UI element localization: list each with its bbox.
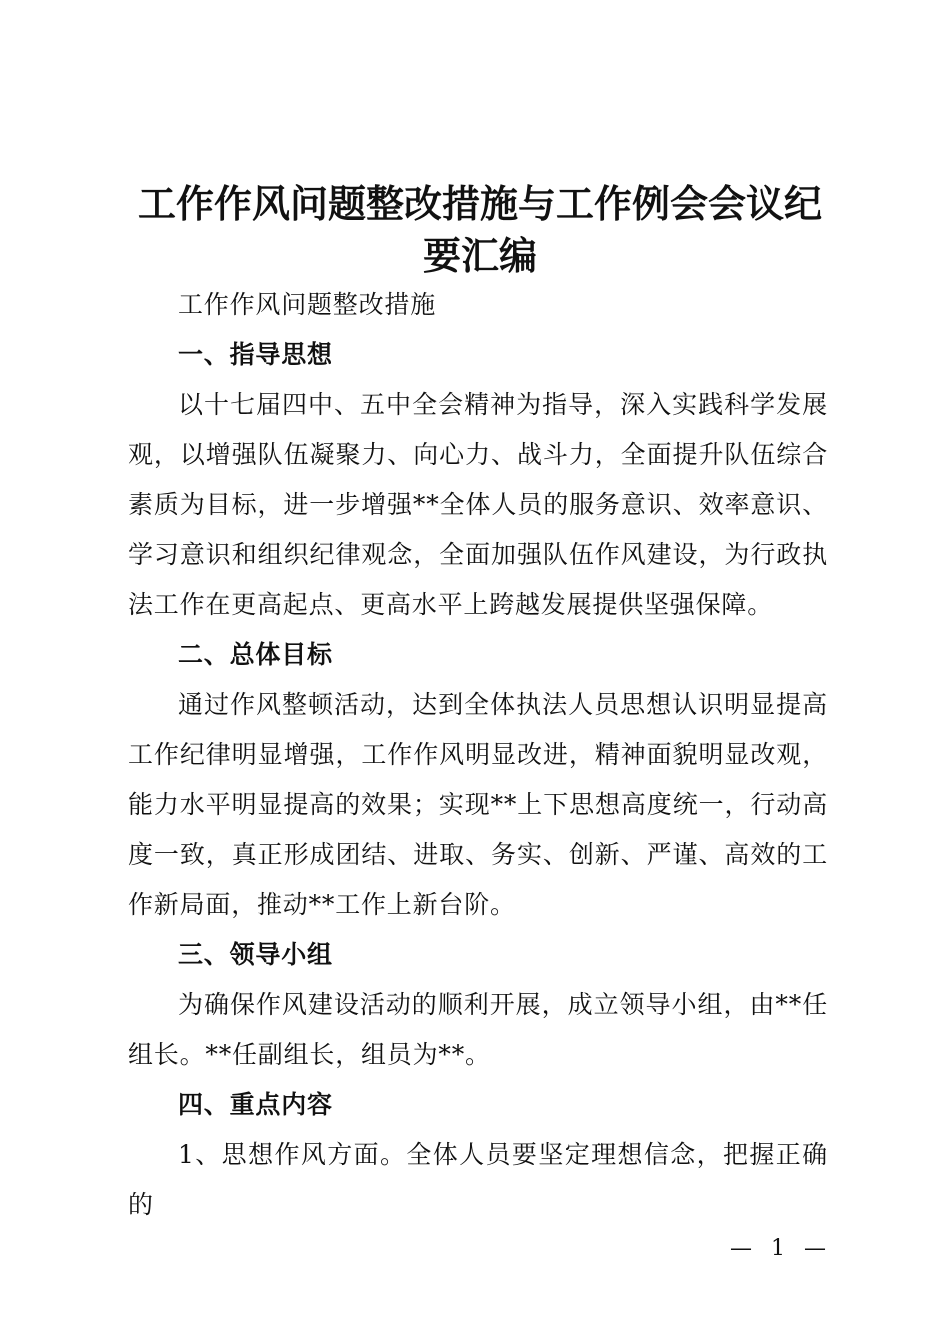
section-heading-leading-group: 三、领导小组	[178, 940, 333, 969]
section-paragraph: 以十七届四中、五中全会精神为指导，深入实践科学发展观，以增强队伍凝聚力、向心力、战斗力，全面提升队伍综合素质为目标，进一步增强**全体人员的服务意识、效率意识、学习意识和组织纪律观念，全面加强队伍作风建设，为行政执法工作在更高起点、更高水平上跨越发展提供坚强保障。	[128, 390, 828, 619]
section-paragraph: 1、思想作风方面。全体人员要坚定理想信念，把握正确的	[128, 1140, 828, 1219]
page-number: — 1 —	[730, 1236, 832, 1261]
section-heading-key-content: 四、重点内容	[178, 1090, 333, 1119]
section-heading-guiding-ideology: 一、指导思想	[178, 340, 333, 369]
document-title: 工作作风问题整改措施与工作例会会议纪要汇编	[137, 181, 822, 278]
document-subtitle: 工作作风问题整改措施	[178, 290, 437, 319]
section-heading-overall-goal: 二、总体目标	[178, 640, 333, 669]
document-body	[128, 280, 828, 1230]
section-paragraph: 为确保作风建设活动的顺利开展，成立领导小组，由**任组长。**任副组长，组员为**。	[128, 990, 828, 1069]
section-paragraph: 通过作风整顿活动，达到全体执法人员思想认识明显提高工作纪律明显增强，工作作风明显改进，精神面貌明显改观，能力水平明显提高的效果；实现**上下思想高度统一，行动高度一致，真正形成团结、进取、务实、创新、严谨、高效的工作新局面，推动**工作上新台阶。	[128, 690, 828, 919]
